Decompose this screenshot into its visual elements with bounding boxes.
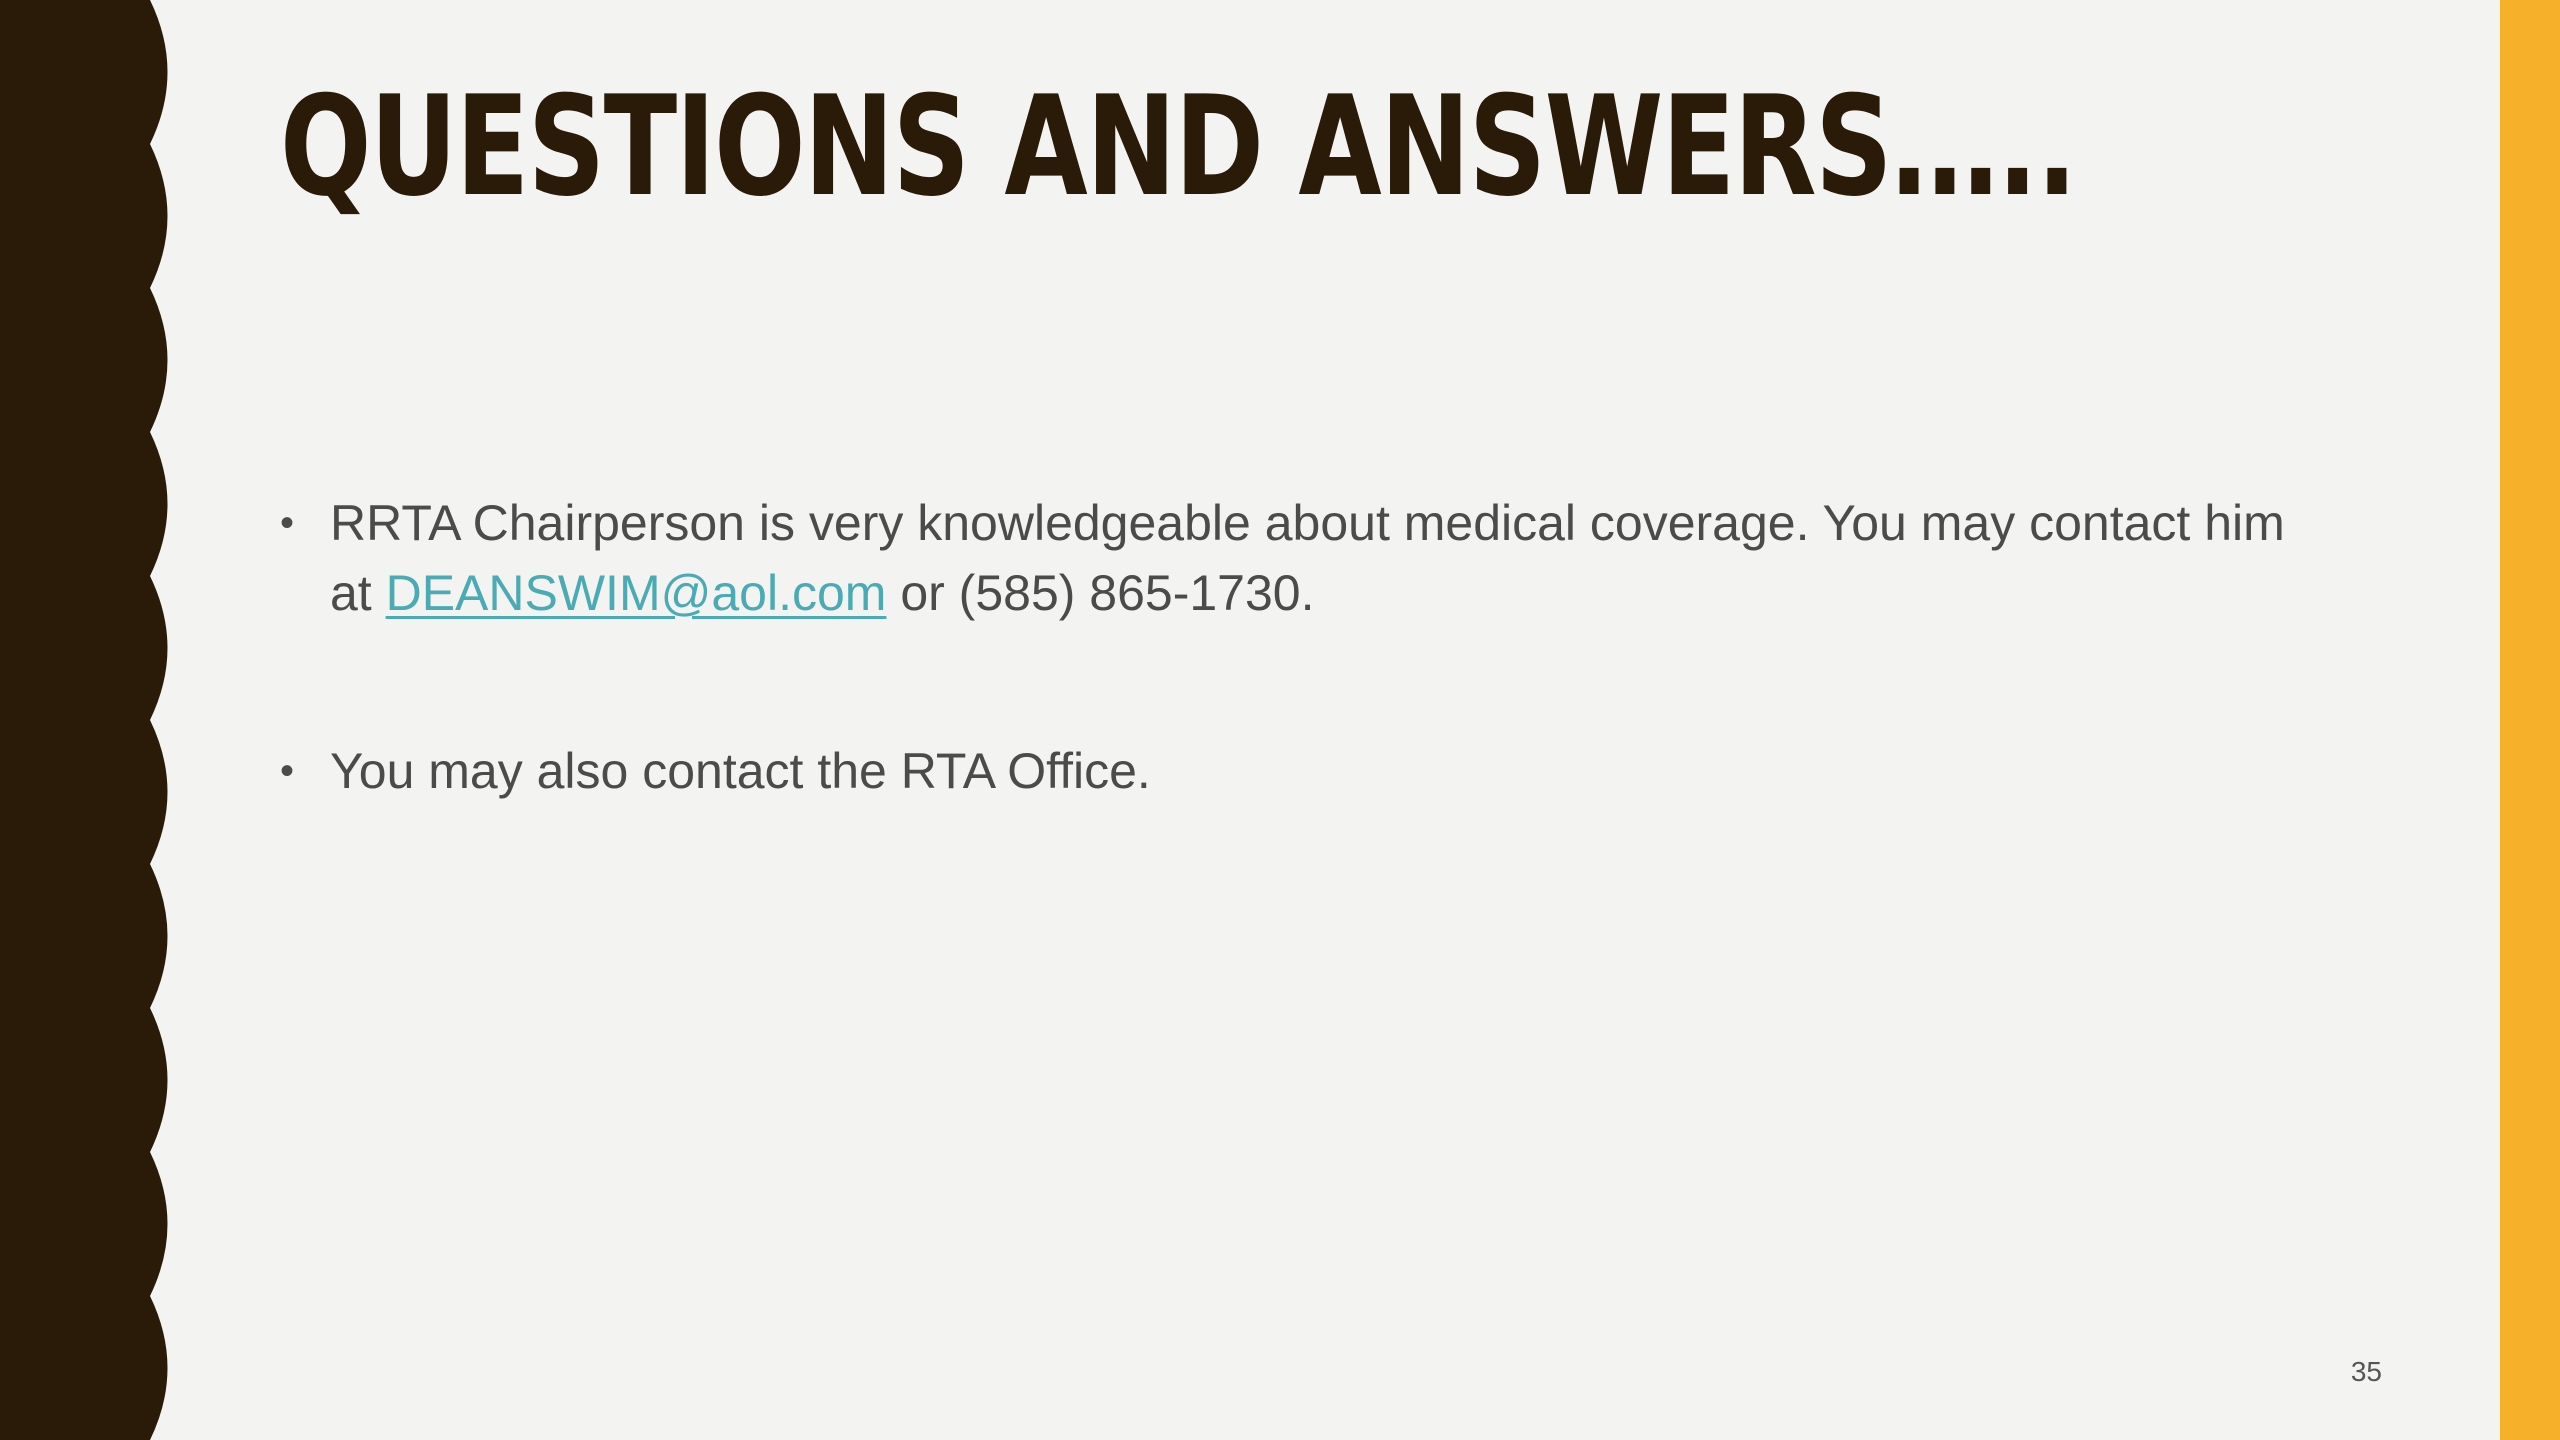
left-wave-border bbox=[0, 0, 200, 1440]
slide-title: QUESTIONS AND ANSWERS….. bbox=[280, 66, 2076, 227]
page-number: 35 bbox=[2350, 1356, 2382, 1387]
bullet-text-office: You may also contact the RTA Office. bbox=[330, 743, 1151, 799]
bullet-dot-icon: • bbox=[280, 749, 295, 793]
bullet-dot-icon: • bbox=[280, 501, 295, 545]
bullet-item-rta-office bbox=[280, 736, 2330, 806]
bullet-list bbox=[280, 488, 2330, 806]
bullet-item-chairperson bbox=[280, 488, 2330, 628]
bullet-text-phone: or (585) 865-1730. bbox=[886, 565, 1315, 621]
email-link[interactable]: DEANSWIM@aol.com bbox=[385, 565, 887, 621]
bullet-text-intro: RRTA Chairperson is very knowledgeable about medical coverage. You may contact him at bbox=[330, 495, 2285, 621]
accent-bar bbox=[2500, 0, 2560, 1440]
